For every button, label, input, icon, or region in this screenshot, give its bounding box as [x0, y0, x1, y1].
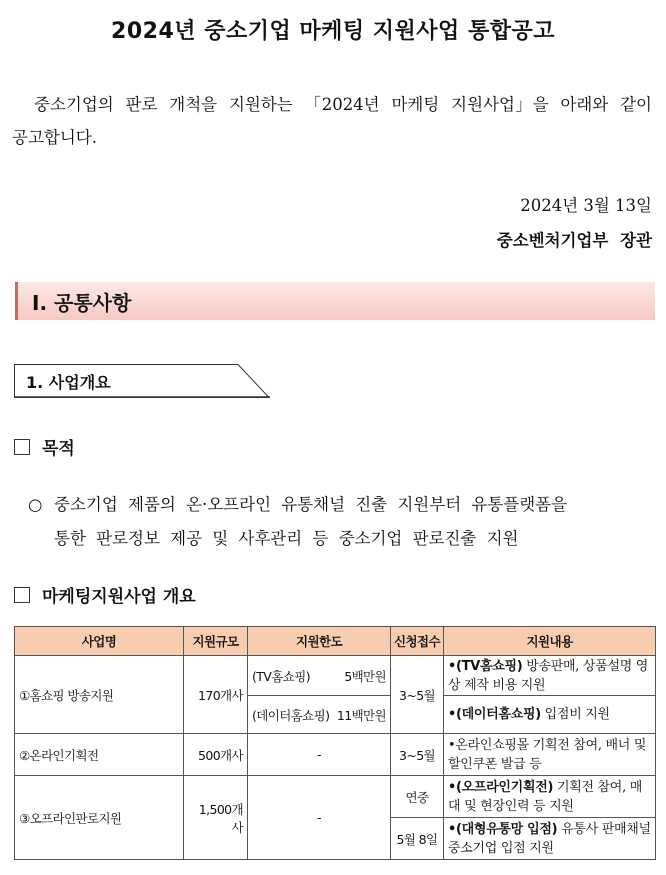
cell-content [444, 656, 656, 696]
section-title: Ⅰ. 공통사항 [32, 291, 132, 315]
table-header-row [15, 627, 656, 656]
content-text: 기획전 참여, 매대 및 현장인력 등 지원 [448, 779, 642, 814]
overview-heading [14, 582, 196, 607]
announcement-date: 2024년 3월 13일 [520, 196, 652, 215]
purpose-line-2: 통한 판로정보 제공 및 사후관리 등 중소기업 판로진출 지원 [54, 529, 519, 548]
limit-amount: 11백만원 [336, 707, 386, 723]
header-scale: 지원규모 [184, 627, 248, 656]
subsection-title: 1. 사업개요 [26, 373, 111, 392]
limit-amount: 5백만원 [344, 668, 386, 684]
table-row [15, 656, 656, 696]
issuer-signature: 중소벤처기업부 장관 [496, 231, 652, 250]
section-header-bar [15, 282, 655, 320]
cell-period: 3~5월 [391, 656, 444, 734]
cell-period: 3~5월 [391, 734, 444, 776]
cell-content [444, 696, 656, 734]
cell-name: ①홈쇼핑 방송지원 [15, 656, 184, 734]
intro-paragraph: 중소기업의 판로 개척을 지원하는 「2024년 마케팅 지원사업」을 아래와 같이 공고합니다. [12, 95, 652, 147]
header-name: 사업명 [15, 627, 184, 656]
header-period: 신청접수 [391, 627, 444, 656]
content-text: 입점비 지원 [540, 707, 610, 722]
cell-period: 5월 8일 [391, 818, 444, 860]
document-title: 2024년 중소기업 마케팅 지원사업 통합공고 [111, 19, 555, 44]
cell-content: •온라인쇼핑몰 기획전 참여, 배너 및 할인쿠폰 발급 등 [444, 734, 656, 776]
cell-limit [248, 696, 391, 734]
cell-period: 연중 [391, 776, 444, 818]
content-bold: •(TV홈쇼핑) [448, 658, 523, 674]
content-bold: •(오프라인기획전) [448, 779, 554, 795]
content-text: 유통사 판매채널 중소기업 입점 지원 [448, 821, 651, 856]
cell-limit: - [248, 776, 391, 860]
program-table [14, 626, 656, 860]
cell-name: ②온라인기획전 [15, 734, 184, 776]
square-bullet-icon [14, 587, 30, 603]
cell-scale: 170개사 [184, 656, 248, 734]
cell-scale: 500개사 [184, 734, 248, 776]
content-text: 방송판매, 상품설명 영상 제작 비용 지원 [448, 658, 649, 693]
header-limit: 지원한도 [248, 627, 391, 656]
purpose-line-1: 중소기업 제품의 온·오프라인 유통채널 진출 지원부터 유통플랫폼을 [54, 495, 568, 514]
cell-content [444, 776, 656, 818]
table-row [15, 776, 656, 818]
content-bold: •(대형유통망 입점) [448, 821, 558, 837]
cell-content [444, 818, 656, 860]
cell-limit [248, 656, 391, 696]
cell-limit: - [248, 734, 391, 776]
purpose-text [28, 488, 656, 556]
subsection-header [14, 364, 270, 398]
overview-heading-text: 마케팅지원사업 개요 [42, 587, 196, 607]
cell-name: ③오프라인판로지원 [15, 776, 184, 860]
purpose-heading-text: 목적 [42, 439, 75, 459]
table-row [15, 734, 656, 776]
header-content: 지원내용 [444, 627, 656, 656]
square-bullet-icon [14, 439, 30, 455]
circle-bullet-icon: ○ [28, 495, 43, 514]
limit-label: (데이터홈쇼핑) [252, 707, 330, 723]
purpose-heading [14, 434, 75, 459]
limit-label: (TV홈쇼핑) [252, 668, 310, 684]
cell-scale: 1,500개사 [184, 776, 248, 860]
content-bold: •(데이터홈쇼핑) [448, 707, 541, 722]
